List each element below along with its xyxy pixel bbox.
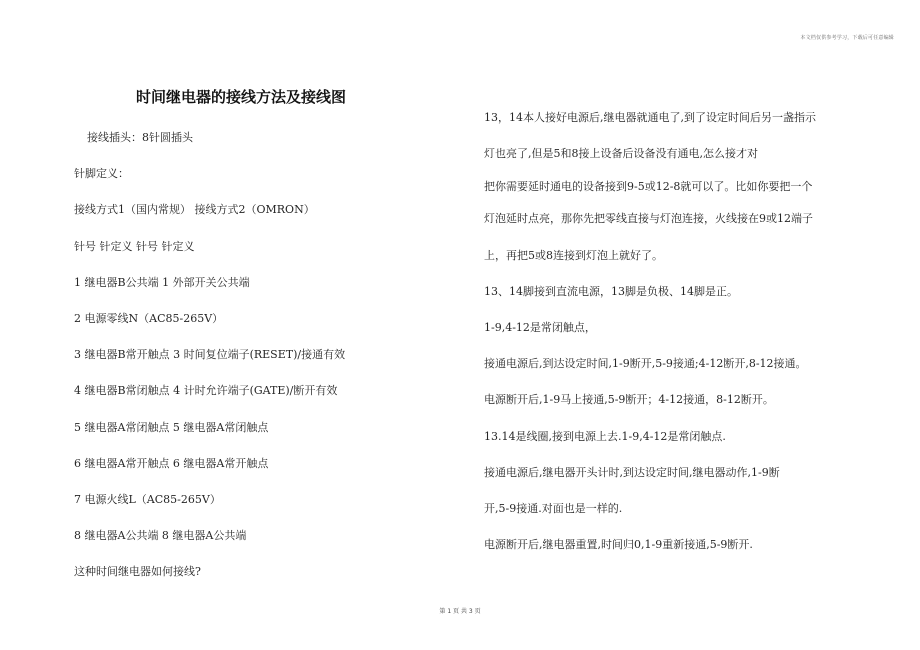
text-line: 电源断开后,继电器重置,时间归0,1-9重新接通,5-9断开. xyxy=(484,538,753,552)
text-line: 把你需要延时通电的设备接到9-5或12-8就可以了。比如你要把一个 xyxy=(484,179,813,193)
text-line: 针号 针定义 针号 针定义 xyxy=(74,239,195,253)
text-line: 5 继电器A常闭触点 5 继电器A常闭触点 xyxy=(74,420,269,434)
text-line: 这种时间继电器如何接线? xyxy=(74,565,201,579)
text-line: 电源断开后,1-9马上接通,5-9断开；4-12接通，8-12断开。 xyxy=(484,393,774,407)
page-footer: 第 1 页 共 3 页 xyxy=(439,608,481,615)
text-line: 上，再把5或8连接到灯泡上就好了。 xyxy=(484,248,663,262)
header-note: 本文档仅供参考学习，下载后可任意编辑 xyxy=(800,35,894,41)
text-line: 1 继电器B公共端 1 外部开关公共端 xyxy=(74,275,250,289)
text-line: 6 继电器A常开触点 6 继电器A常开触点 xyxy=(74,456,269,470)
text-line: 接通电源后,到达设定时间,1-9断开,5-9接通;4-12断开,8-12接通。 xyxy=(484,357,807,371)
text-line: 7 电源火线L（AC85-265V） xyxy=(74,492,221,506)
right-column xyxy=(484,111,884,574)
page-title: 时间继电器的接线方法及接线图 xyxy=(136,88,347,106)
text-line: 针脚定义： xyxy=(74,167,129,181)
text-line: 灯也亮了,但是5和8接上设备后设备没有通电,怎么接才对 xyxy=(484,147,758,161)
text-line: 开,5-9接通.对面也是一样的. xyxy=(484,501,623,515)
left-column xyxy=(74,131,404,601)
text-line: 接通电源后,继电器开头计时,到达设定时间,继电器动作,1-9断 xyxy=(484,465,780,479)
text-line: 接线方式1（国内常规） 接线方式2（OMRON） xyxy=(74,203,315,217)
text-line: 13、14脚接到直流电源，13脚是负极、14脚是正。 xyxy=(484,284,738,298)
text-line: 13.14是线圈,接到电源上去.1-9,4-12是常闭触点. xyxy=(484,429,726,443)
text-line: 3 继电器B常开触点 3 时间复位端子(RESET)/接通有效 xyxy=(74,348,346,362)
text-line: 灯泡延时点亮，那你先把零线直接与灯泡连接，火线接在9或12端子 xyxy=(484,212,813,226)
text-line: 13，14本人接好电源后,继电器就通电了,到了设定时间后另一盏指示 xyxy=(484,111,816,124)
text-line: 2 电源零线N（AC85-265V） xyxy=(74,311,224,325)
text-line: 接线插头：8针圆插头 xyxy=(87,131,193,144)
text-line: 1-9,4-12是常闭触点， xyxy=(484,320,596,334)
text-line: 8 继电器A公共端 8 继电器A公共端 xyxy=(74,529,247,543)
text-line: 4 继电器B常闭触点 4 计时允许端子(GATE)/断开有效 xyxy=(74,384,338,398)
